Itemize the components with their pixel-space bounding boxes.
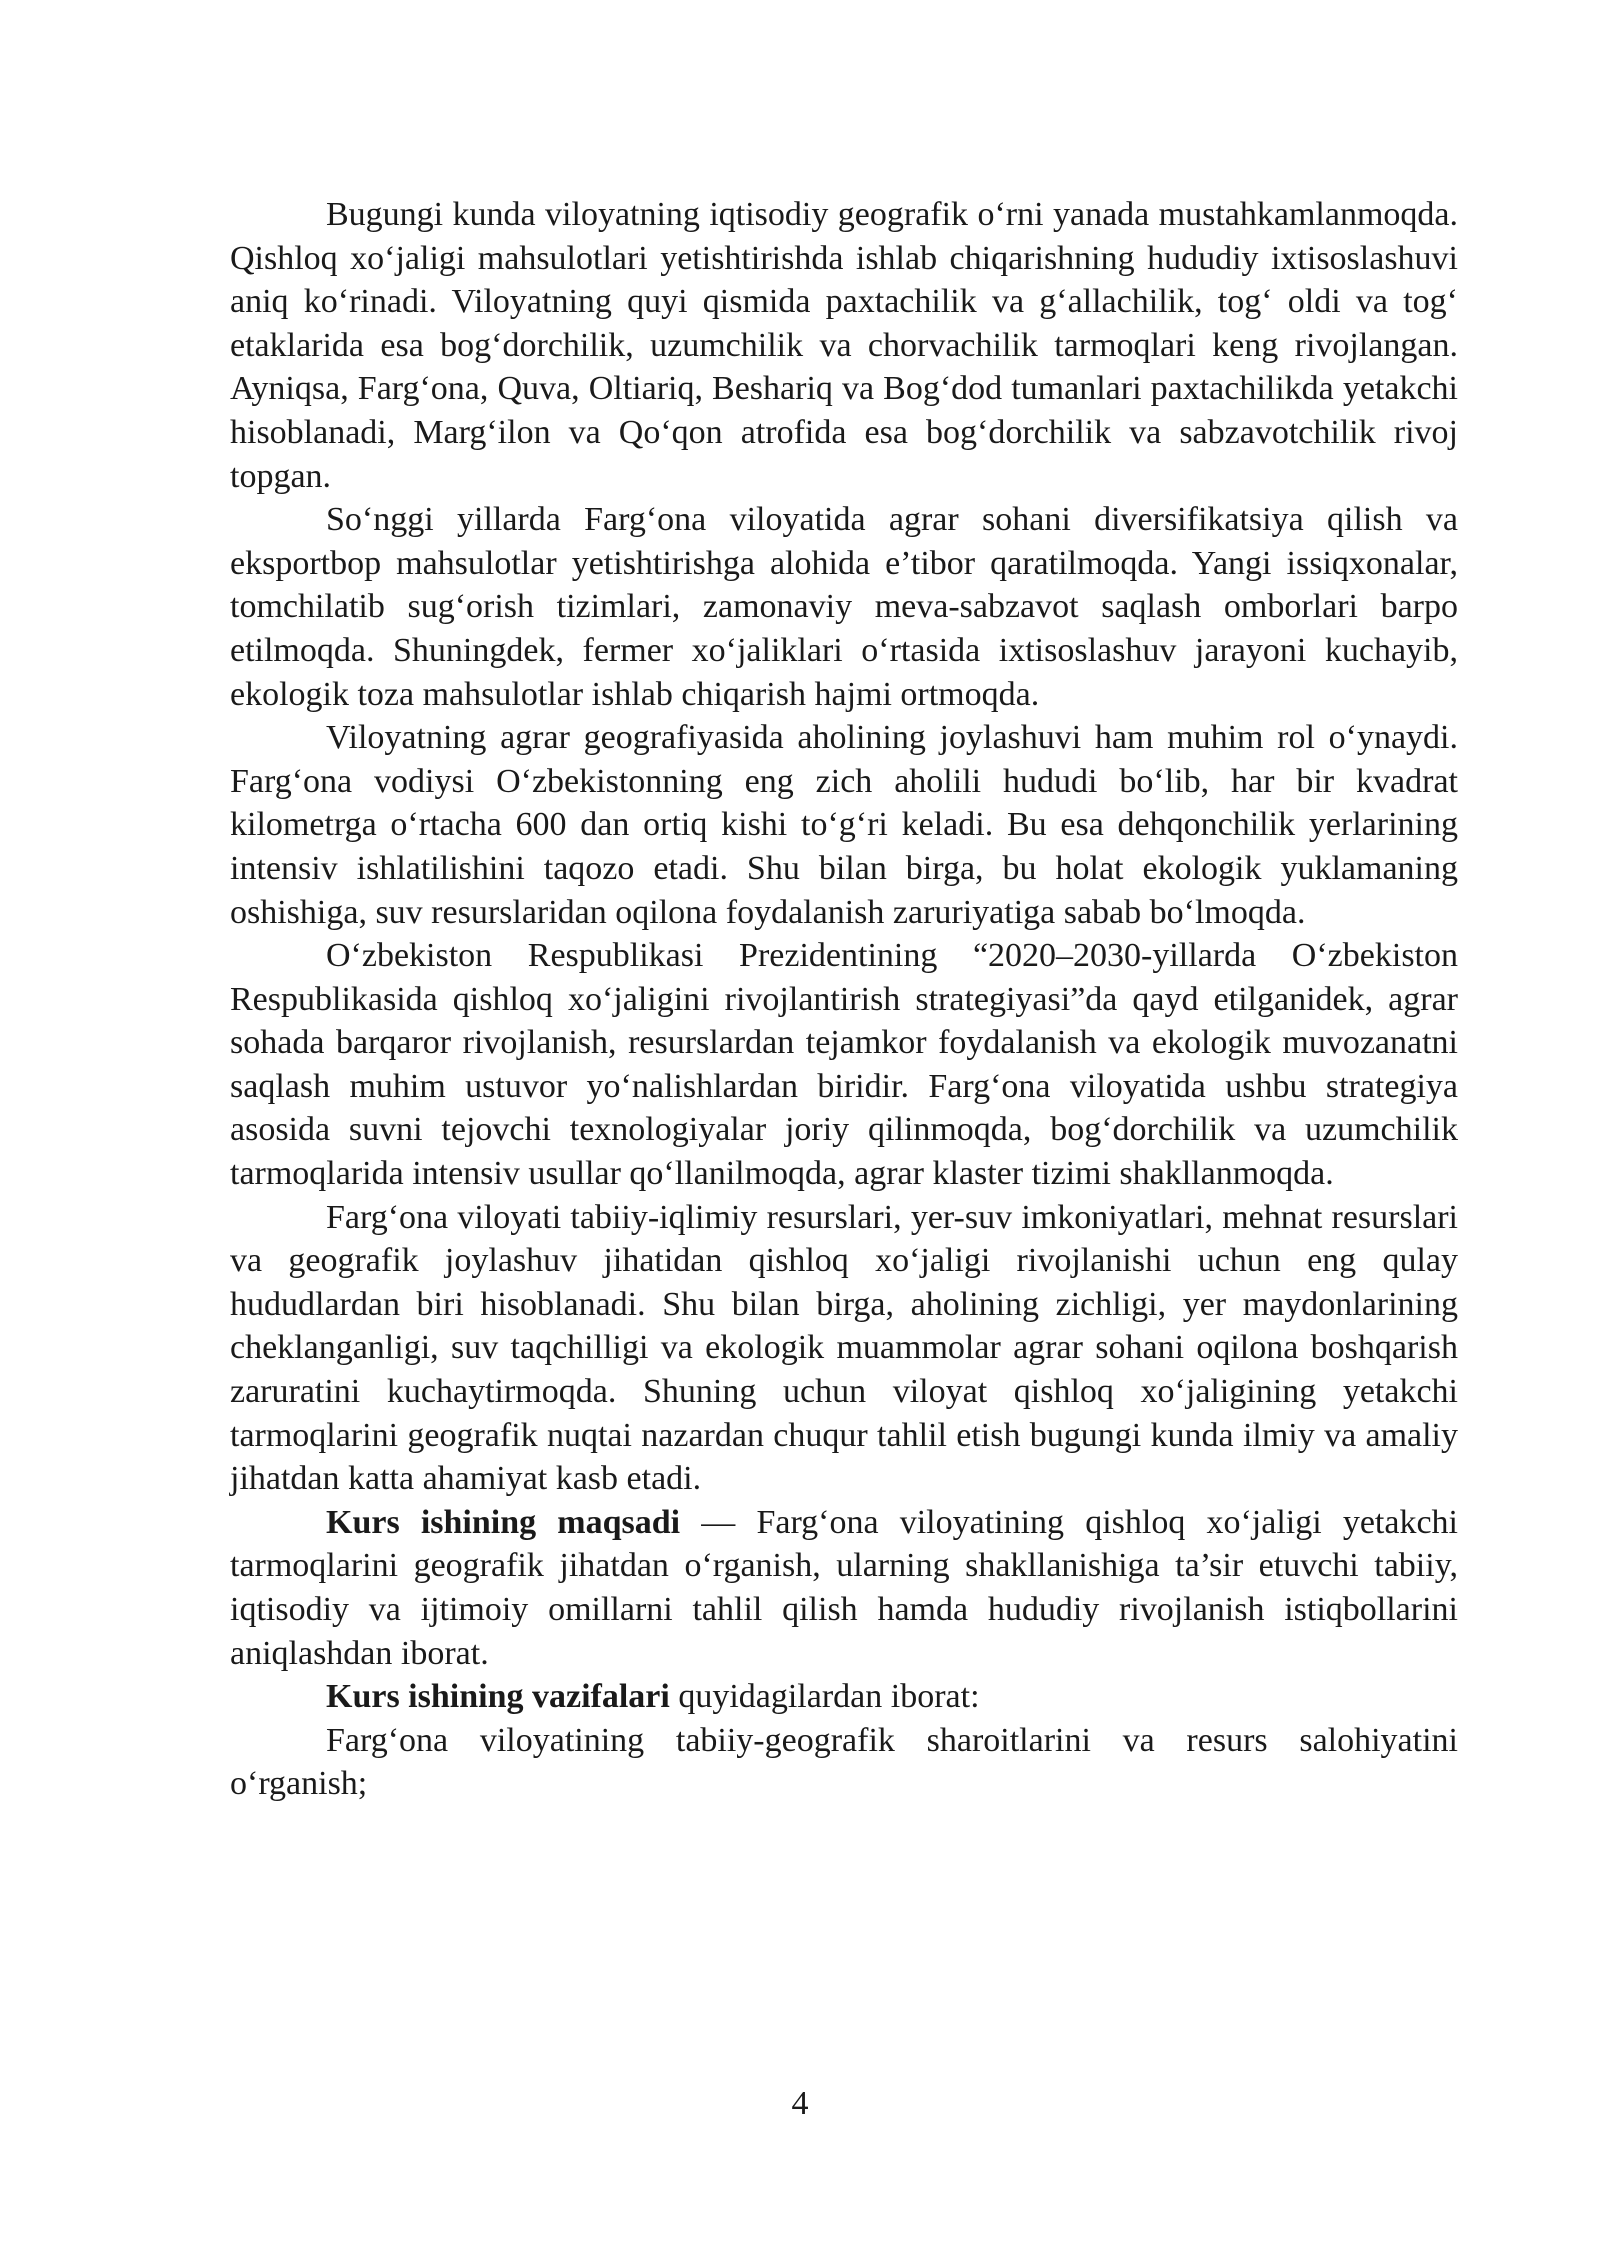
goal-label: Kurs ishining maqsadi — [326, 1503, 681, 1541]
paragraph-2: So‘nggi yillarda Farg‘ona viloyatida agrar sohani diversifikatsiya qilish va eksportbop mahsulotlar yetishtirishga alohida e’tibor qaratilmoqda. Yangi issiqxonalar, tomchilatib sug‘orish tizimlari, zamonaviy meva-sabzavot saqlash omborlari barpo etilmoqda. Shuningdek, fermer xo‘jaliklari o‘rtasida ixtisoslashuv jarayoni kuchayib, ekologik toza mahsulotlar ishlab chiqarish hajmi ortmoqda. — [230, 501, 1458, 713]
paragraph-3: Viloyatning agrar geografiyasida aholining joylashuvi ham muhim rol o‘ynaydi. Farg‘ona vodiysi O‘zbekistonning eng zich aholili hududi bo‘lib, har bir kvadrat kilometrga o‘rtacha 600 dan ortiq kishi to‘g‘ri keladi. Bu esa dehqonchilik yerlarining intensiv ishlatilishini taqozo etadi. Shu bilan birga, bu holat ekologik yuklamaning oshishiga, suv resurslaridan oqilona foydalanish zaruriyatiga sabab bo‘lmoqda. — [230, 719, 1458, 931]
paragraph-4: O‘zbekiston Respublikasi Prezidentining “2020–2030-yillarda O‘zbekiston Respublikasida qishloq xo‘jaligini rivojlantirish strategiyasi”da qayd etilganidek, agrar sohada barqaror rivojlanish, resurslardan tejamkor foydalanish va ekologik muvozanatni saqlash muhim ustuvor yo‘nalishlardan biridir. Farg‘ona viloyatida ushbu strategiya asosida suvni tejovchi texnologiyalar joriy qilinmoqda, bog‘dorchilik va uzumchilik tarmoqlarida intensiv usullar qo‘llanilmoqda, agrar klaster tizimi shakllanmoqda. — [230, 937, 1458, 1193]
tasks-label: Kurs ishining vazifalari — [326, 1678, 670, 1716]
body-text — [230, 193, 1458, 1806]
goal-paragraph — [230, 1501, 1458, 1675]
tasks-paragraph — [230, 1675, 1458, 1719]
tasks-text: quyidagilardan iborat: — [669, 1678, 980, 1716]
task-item-1: Farg‘ona viloyatining tabiiy-geografik sharoitlarini va resurs salohiyatini o‘rganish; — [230, 1721, 1458, 1803]
paragraph-1: Bugungi kunda viloyatning iqtisodiy geografik o‘rni yanada mustahkamlanmoqda. Qishloq xo‘jaligi mahsulotlari yetishtirishda ishlab chiqarishning hududiy ixtisoslashuvi aniq ko‘rinadi. Viloyatning quyi qismida paxtachilik va g‘allachilik, tog‘ oldi va tog‘ etaklarida esa bog‘dorchilik, uzumchilik va chorvachilik tarmoqlari keng rivojlangan. Ayniqsa, Farg‘ona, Quva, Oltiariq, Beshariq va Bog‘dod tumanlari paxtachilikda yetakchi hisoblanadi, Marg‘ilon va Qo‘qon atrofida esa bog‘dorchilik va sabzavotchilik rivoj topgan. — [230, 196, 1458, 495]
goal-text: — Farg‘ona viloyatining qishloq xo‘jaligi yetakchi tarmoqlarini geografik jihatdan o‘rganish, ularning shakllanishiga ta’sir etuvchi tabiiy, iqtisodiy va ijtimoiy omillarni tahlil qilish hamda hududiy rivojlanish istiqbollarini aniqlashdan iborat. — [230, 1503, 1459, 1672]
page-number: 4 — [791, 2085, 809, 2122]
paragraph-5: Farg‘ona viloyati tabiiy-iqlimiy resurslari, yer-suv imkoniyatlari, mehnat resurslari va geografik joylashuv jihatidan qishloq xo‘jaligi rivojlanishi uchun eng qulay hududlardan biri hisoblanadi. Shu bilan birga, aholining zichligi, yer maydonlarining cheklanganligi, suv taqchilligi va ekologik muammolar agrar sohani oqilona boshqarish zaruratini kuchaytirmoqda. Shuning uchun viloyat qishloq xo‘jaligining yetakchi tarmoqlarini geografik nuqtai nazardan chuqur tahlil etish bugungi kunda ilmiy va amaliy jihatdan katta ahamiyat kasb etadi. — [230, 1198, 1458, 1498]
